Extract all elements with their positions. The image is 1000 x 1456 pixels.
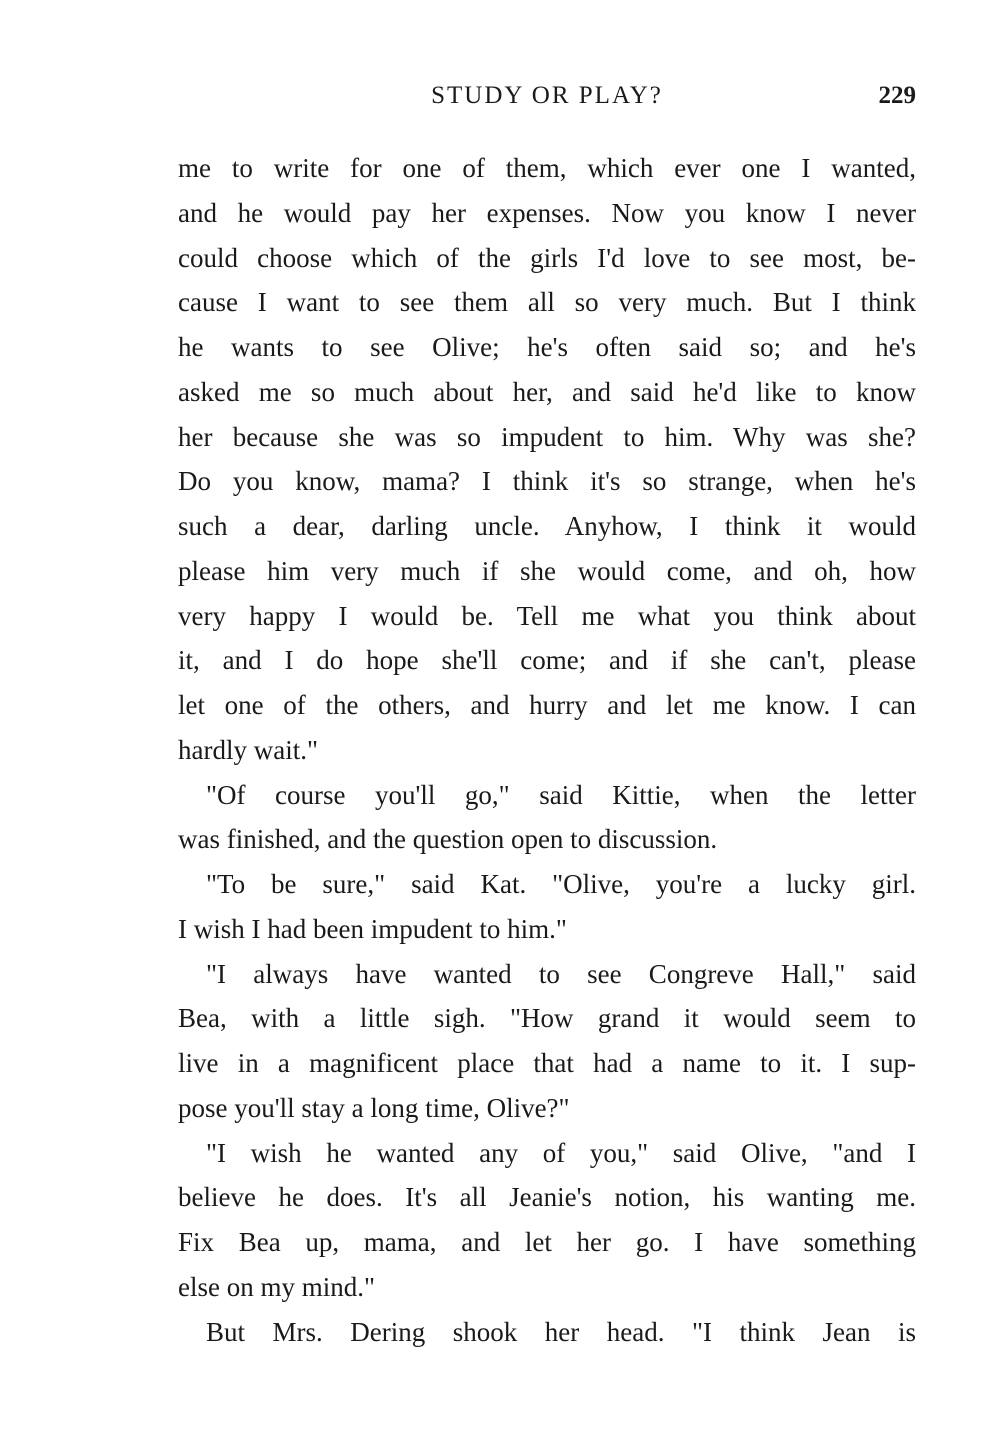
text-line: "I always have wanted to see Congreve Hall," said bbox=[206, 958, 916, 989]
text-line: her because she was so impudent to him. Why was she? bbox=[178, 421, 916, 452]
text-line: "I wish he wanted any of you," said Olive, "and I bbox=[206, 1137, 916, 1168]
page-number: 229 bbox=[878, 82, 916, 109]
text-line: please him very much if she would come, and oh, how bbox=[178, 555, 916, 586]
text-line: let one of the others, and hurry and let me know. I can bbox=[178, 690, 916, 720]
text-line: cause I want to see them all so very much. But I think bbox=[178, 287, 916, 318]
text-line: Do you know, mama? I think it's so strange, when he's bbox=[178, 466, 916, 497]
text-line: hardly wait." bbox=[178, 734, 318, 765]
text-line: and he would pay her expenses. Now you know I never bbox=[178, 197, 916, 228]
text-line: But Mrs. Dering shook her head. "I think Jean is bbox=[206, 1316, 916, 1347]
text-line: could choose which of the girls I'd love to see most, be- bbox=[178, 242, 916, 273]
text-line: Bea, with a little sigh. "How grand it would seem to bbox=[178, 1003, 916, 1034]
text-line: live in a magnificent place that had a name to it. I sup- bbox=[178, 1048, 916, 1078]
text-line: believe he does. It's all Jeanie's notion, his wanting me. bbox=[178, 1182, 916, 1213]
text-line: "Of course you'll go," said Kittie, when the letter bbox=[206, 779, 916, 810]
running-head bbox=[178, 82, 916, 116]
text-line: I wish I had been impudent to him." bbox=[178, 913, 567, 944]
body-text bbox=[178, 146, 916, 1354]
text-line: it, and I do hope she'll come; and if she can't, please bbox=[178, 645, 916, 676]
text-line: asked me so much about her, and said he'd like to know bbox=[178, 376, 916, 407]
text-line: Fix Bea up, mama, and let her go. I have something bbox=[178, 1227, 916, 1257]
text-line: me to write for one of them, which ever one I wanted, bbox=[178, 153, 916, 183]
text-line: else on my mind." bbox=[178, 1271, 376, 1302]
text-line: he wants to see Olive; he's often said so; and he's bbox=[178, 332, 916, 362]
text-line: pose you'll stay a long time, Olive?" bbox=[178, 1092, 570, 1123]
text-line: such a dear, darling uncle. Anyhow, I think it would bbox=[178, 511, 916, 541]
text-line: "To be sure," said Kat. "Olive, you're a lucky girl. bbox=[206, 869, 916, 899]
running-title: STUDY OR PLAY? bbox=[431, 82, 663, 109]
text-line: very happy I would be. Tell me what you think about bbox=[178, 600, 916, 631]
text-line: was finished, and the question open to discussion. bbox=[178, 824, 718, 855]
